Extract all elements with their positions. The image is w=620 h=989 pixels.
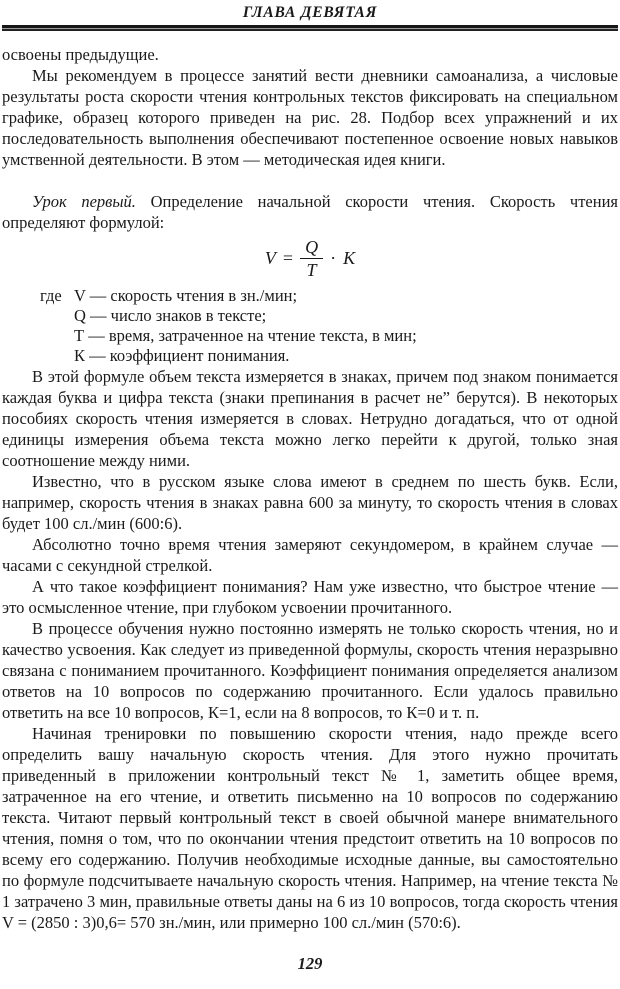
paragraph: А что такое коэффициент понимания? Нам уже известно, что быстрое чтение — это осмысленное чтение, при глубоком усвоении прочитанного. bbox=[2, 577, 618, 618]
formula-variable-k: K bbox=[343, 248, 356, 269]
paragraph: В этой формуле объем текста измеряется в знаках, причем под знаком понимается каждая буква и цифра текста (знаки препинания в расчет не” берутся). В некоторых пособиях скорость чтения измеряется в словах. Нетрудно догадаться, что от одной единицы измерения объема текста можно легко перейти к другой, только зная соотношение между ними. bbox=[2, 367, 618, 471]
where-label: где bbox=[40, 286, 62, 306]
formula-equals-sign: = bbox=[282, 248, 294, 269]
reading-speed-formula bbox=[2, 237, 618, 280]
definition-q: Q — число знаков в тексте; bbox=[74, 306, 267, 326]
formula-numerator-q: Q bbox=[300, 237, 323, 259]
paragraph: Известно, что в русском языке слова имеют в среднем по шесть букв. Если, например, скорость чтения в знаках равна 600 за минуту, то скорость чтения в словах будет 100 сл./мин (600:6). bbox=[2, 472, 618, 534]
paragraph: Абсолютно точно время чтения замеряют секундомером, в крайнем случае — часами с секундной стрелкой. bbox=[2, 535, 618, 576]
lesson-paragraph bbox=[2, 191, 618, 233]
formula-denominator-t: T bbox=[306, 260, 317, 281]
where-block bbox=[40, 286, 618, 366]
where-row-v bbox=[40, 286, 618, 306]
paragraph-continuation: освоены предыдущие. bbox=[2, 45, 159, 64]
lesson-label: Урок первый. bbox=[32, 192, 136, 211]
body-text bbox=[2, 31, 618, 933]
page-number: 129 bbox=[297, 954, 323, 973]
formula-multiply-dot: · bbox=[330, 248, 337, 269]
paragraph: Мы рекомендуем в процессе занятий вести дневники самоанализа, а числовые результаты роста скорости чтения контрольных текстов фиксировать на специальном графике, образец которого приведен на рис. 28. Подбор всех упражнений и их последовательность выполнения обеспечивают постепенное освоение новых навыков умственной деятельности. В этом — методическая идея книги. bbox=[2, 66, 618, 169]
definition-v: V — скорость чтения в зн./мин; bbox=[74, 286, 298, 306]
paragraph: Начиная тренировки по повышению скорости чтения, надо прежде всего определить вашу начальную скорость чтения. Для этого нужно прочитать приведенный в приложении контрольный текст № 1, заметить общее время, затраченное на его чтение, и ответить письменно на 10 вопросов по содержанию текста. Читают первый контрольный текст в своей обычной манере внимательного чтения, помня о том, что по окончании чтения предстоит ответить на 10 вопросов по всему его содержанию. Получив необходимые исходные данные, вы самостоятельно по формуле подсчитываете начальную скорость чтения. Например, на чтение текста № 1 затрачено 3 мин, правильные ответы даны на 6 из 10 вопросов, тогда скорость чтения V = (2850 : 3)0,6= 570 зн./мин, или примерно 100 сл./мин (570:6). bbox=[2, 724, 618, 933]
paragraph: В процессе обучения нужно постоянно измерять не только скорость чтения, но и качество усвоения. Как следует из приведенной формулы, скорость чтения неразрывно связана с пониманием прочитанного. Коэффициент понимания определяется анализом ответов на 10 вопросов по содержанию прочитанного. Если удалось правильно ответить на все 10 вопросов, К=1, если на 8 вопросов, то К=0 и т. п. bbox=[2, 619, 618, 723]
definition-k: К — коэффициент понимания. bbox=[74, 346, 290, 366]
formula-variable-v: V bbox=[264, 248, 276, 269]
lesson-text: Определение начальной скорости чтения. Скорость чтения определяют формулой: bbox=[2, 192, 618, 232]
chapter-header: ГЛАВА ДЕВЯТАЯ bbox=[242, 4, 378, 21]
formula-fraction bbox=[300, 237, 323, 280]
definition-t: Т — время, затраченное на чтение текста, в мин; bbox=[74, 326, 417, 346]
